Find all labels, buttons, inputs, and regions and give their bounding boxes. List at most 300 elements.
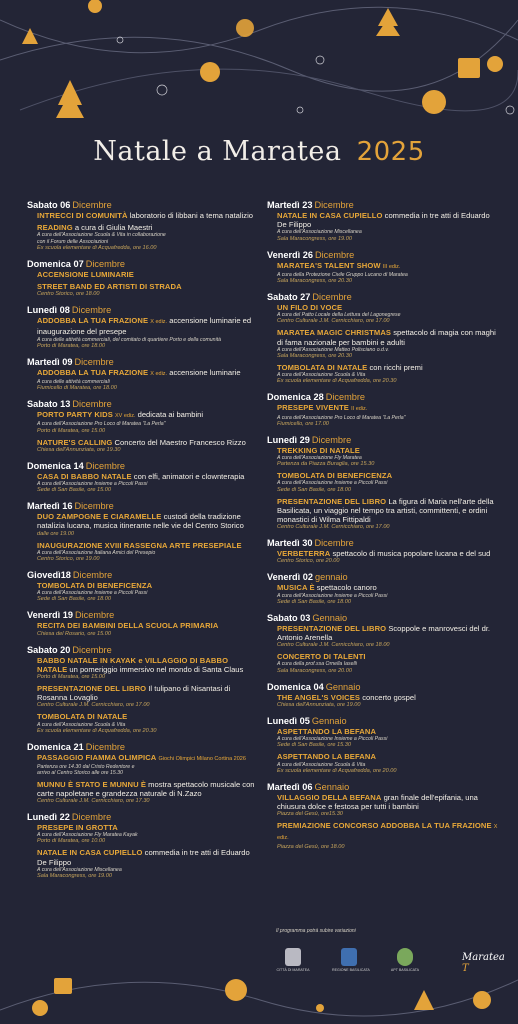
day-heading <box>27 259 259 270</box>
event-description: con ricchi premi <box>369 363 423 373</box>
event-edition: X ediz. <box>150 319 168 326</box>
event-line <box>37 656 259 674</box>
event-item <box>277 652 499 674</box>
program-note: Il programma potrà subire variazioni <box>276 928 356 934</box>
event-title: PASSAGGIO FIAMMA OLIMPICA <box>37 752 157 762</box>
event-line <box>277 403 499 414</box>
day-month: Dicembre <box>312 292 352 303</box>
event-title: INAUGURAZIONE XVIII RASSEGNA ARTE PRESEPIALE <box>37 540 242 550</box>
event-item <box>277 693 499 709</box>
day-heading <box>27 305 259 316</box>
day-weekday: Martedì 23 <box>267 200 313 210</box>
event-place: Sede di San Basile, ore 15.00 <box>37 487 112 494</box>
event-title: DUO ZAMPOGNE E CIARAMELLE <box>37 512 162 522</box>
event-organizer: A cura dell'Associazione Insieme a Piccoli Passi <box>277 480 388 487</box>
day-heading <box>267 435 499 446</box>
day-weekday: Martedì 16 <box>27 501 73 512</box>
event-title: NATURE'S CALLING <box>37 437 113 447</box>
day-block <box>267 250 499 285</box>
event-description: gran finale dell'epifania, una chiusura dolce e festosa per tutti i bambini <box>277 792 478 811</box>
day-month: Dicembre <box>314 249 355 260</box>
event-line <box>277 652 499 661</box>
event-line <box>37 621 259 630</box>
event-place: Porto di Maratea, ore 15.00 <box>37 674 106 681</box>
event-organizer: A cura dell'Associazione Scuola & Vita <box>37 721 126 728</box>
event-line <box>37 211 259 220</box>
day-block <box>27 570 259 603</box>
event-line <box>37 512 259 530</box>
day-block <box>267 392 499 427</box>
day-heading <box>27 812 259 823</box>
day-heading <box>267 250 499 261</box>
event-line <box>37 438 259 447</box>
event-organizer: A cura dell'Associazione Fly Maratea Kayak <box>37 832 138 839</box>
event-organizer: A cura dell'Associazione Miscellanea <box>37 866 122 873</box>
event-item <box>37 823 259 845</box>
event-organizer: A cura dell'Associazione Scuola & Vita <box>277 761 366 768</box>
day-month: Gennaio <box>325 681 361 692</box>
event-line <box>37 581 259 590</box>
day-month: Dicembre <box>72 399 112 410</box>
event-line <box>277 583 499 592</box>
city-logo-label: CITTÀ DI MARATEA <box>276 968 310 972</box>
brand-main: Maratea <box>462 952 505 963</box>
event-line <box>37 848 259 866</box>
day-weekday: Martedì 09 <box>27 356 73 367</box>
event-item <box>277 549 499 565</box>
event-line <box>277 793 499 811</box>
left-schedule-column <box>27 200 259 887</box>
event-edition: X ediz. <box>150 370 168 377</box>
page-title <box>0 136 518 167</box>
day-month: Dicembre <box>74 501 114 512</box>
event-description: spettacolo di musica popolare lucana e del sud <box>332 549 491 559</box>
day-heading <box>267 292 499 303</box>
region-logo-label: REGIONE BASILICATA <box>332 968 370 972</box>
event-item <box>277 624 499 649</box>
event-place: Sede di San Basile, ore 15.30 <box>277 742 352 749</box>
event-line <box>37 753 259 764</box>
day-heading <box>27 357 259 368</box>
event-organizer: A cura dell'Associazione Fly Maratea <box>277 455 362 462</box>
day-block <box>267 435 499 531</box>
event-item <box>37 223 259 252</box>
event-title: READING <box>37 223 73 233</box>
event-item <box>277 793 499 818</box>
event-title: BABBO NATALE IN KAYAK e VILLAGGIO DI BABBO NATALE <box>37 655 229 674</box>
event-place: Centro Storico, ore 19.00 <box>37 556 100 563</box>
event-place: dalle ore 19.00 <box>37 530 75 537</box>
event-title: PRESENTAZIONE DEL LIBRO <box>37 684 147 694</box>
city-crest-icon <box>285 948 301 966</box>
day-heading <box>27 399 259 410</box>
event-place: Partenza da Piazza Buraglia, ore 15.30 <box>277 461 375 468</box>
day-month: Dicembre <box>85 460 125 471</box>
day-block <box>27 357 259 392</box>
day-month: Dicembre <box>72 200 112 210</box>
day-month: Gennaio <box>314 781 350 792</box>
event-line <box>277 497 499 525</box>
apt-logo-label: APT BASILICATA <box>390 968 420 972</box>
day-month: Dicembre <box>71 811 112 822</box>
event-line <box>277 211 499 229</box>
event-title: MUNNU È STATO E MUNNU È <box>37 779 147 789</box>
day-block <box>267 538 499 565</box>
event-title: MARATEA MAGIC CHRISTMAS <box>277 328 392 338</box>
event-place: Centro Culturale J.M. Cernicchiaro, ore 17.00 <box>277 524 390 531</box>
event-place: Ex scuola elementare di Acquafredda, ore 20.00 <box>277 767 397 774</box>
event-title: TOMBOLATA DI BENEFICENZA <box>277 471 393 481</box>
day-heading <box>267 613 499 624</box>
day-heading <box>27 610 259 621</box>
event-line <box>37 823 259 832</box>
day-block <box>267 200 499 243</box>
day-weekday: Domenica 07 <box>27 258 84 269</box>
event-title: MUSICA È <box>277 583 315 593</box>
day-weekday: Lunedì 22 <box>27 811 70 822</box>
event-title: CONCERTO DI TALENTI <box>277 652 366 662</box>
event-title: THE ANGEL'S VOICES <box>277 692 361 702</box>
apt-mark-icon <box>397 948 413 966</box>
day-heading <box>27 461 259 472</box>
day-block <box>27 259 259 298</box>
day-block <box>267 782 499 851</box>
event-title: PREMIAZIONE CONCORSO ADDOBBA LA TUA FRAZIONE <box>277 821 492 831</box>
event-place: Sede di San Basile, ore 18.00 <box>277 486 352 493</box>
event-line <box>277 363 499 372</box>
day-block <box>27 501 259 563</box>
day-heading <box>27 742 259 753</box>
event-organizer: A cura dell'Associazione Scuola & Vita <box>277 372 366 379</box>
event-organizer: A cura del Patto Locale della Lettura del Lagonegrese <box>277 312 401 319</box>
event-title: PRESEPE IN GROTTA <box>37 822 118 832</box>
event-item <box>37 712 259 734</box>
day-weekday: Domenica 28 <box>267 392 324 403</box>
event-title: INTRECCI DI COMUNITÀ <box>37 211 128 220</box>
event-place: Sede di San Basile, ore 18.00 <box>277 598 352 605</box>
event-title: PORTO PARTY KIDS <box>37 410 113 420</box>
day-block <box>27 305 259 350</box>
event-title: PRESEPE VIVENTE <box>277 403 349 413</box>
event-title: PRESENTAZIONE DEL LIBRO <box>277 496 387 506</box>
event-line <box>277 752 499 761</box>
event-line <box>37 282 259 291</box>
event-place: Centro Culturale J.M. Cernicchiaro, ore 17.00 <box>37 702 150 709</box>
event-organizer: con il Forum delle Associazioni <box>37 238 109 245</box>
day-month: Gennaio <box>311 715 347 726</box>
event-title: ADDOBBA LA TUA FRAZIONE <box>37 316 149 326</box>
event-title: MARATEA'S TALENT SHOW <box>277 260 381 270</box>
event-item <box>277 471 499 493</box>
event-description: accensione luminarie ed inaugurazione del presepe <box>37 316 252 337</box>
event-line <box>37 780 259 798</box>
event-line <box>277 549 499 558</box>
event-place: Centro Storico, ore 18.00 <box>37 291 100 298</box>
event-edition: III ediz. <box>382 263 401 270</box>
day-block <box>267 613 499 675</box>
event-title: VERBETERRA <box>277 549 331 559</box>
day-heading <box>267 200 499 211</box>
event-line <box>37 223 259 232</box>
event-place: Sala Maracongress, ore 20.30 <box>277 353 352 360</box>
day-heading <box>27 200 259 211</box>
day-weekday: Domenica 14 <box>27 460 84 471</box>
event-place: Centro Culturale J.M. Cernicchiaro, ore 17.00 <box>277 318 390 325</box>
event-item <box>37 621 259 637</box>
day-month: Dicembre <box>74 356 114 367</box>
day-weekday: Sabato 06 <box>27 200 71 210</box>
event-organizer: Partenza ore 14.30 dal Cristo Redentore e <box>37 764 135 771</box>
day-heading <box>267 572 499 583</box>
event-title: ASPETTANDO LA BEFANA <box>277 752 377 762</box>
day-weekday: Giovedì18 <box>27 570 71 581</box>
event-item <box>277 328 499 360</box>
event-organizer: A cura delle attività commerciali <box>37 379 110 386</box>
event-title: TOMBOLATA DI NATALE <box>37 712 128 722</box>
event-item <box>277 497 499 532</box>
day-month: Dicembre <box>74 610 115 621</box>
day-block <box>27 645 259 735</box>
day-weekday: Sabato 13 <box>27 399 71 410</box>
event-title: CASA DI BABBO NATALE <box>37 471 132 481</box>
day-block <box>267 572 499 605</box>
event-place: Piazza del Gesù, ore 18.00 <box>277 843 345 850</box>
day-weekday: Sabato 03 <box>267 612 311 623</box>
event-title: RECITA DEI BAMBINI DELLA SCUOLA PRIMARIA <box>37 621 219 631</box>
event-title: NATALE IN CASA CUPIELLO <box>37 848 143 858</box>
day-month: Dicembre <box>314 200 354 210</box>
event-place: Chiesa del Rosario, ore 15.00 <box>37 630 112 637</box>
day-month: Dicembre <box>325 392 365 403</box>
event-item <box>37 472 259 494</box>
event-line <box>277 303 499 312</box>
event-place: Centro Storico, ore 20.00 <box>277 558 340 565</box>
event-description: La figura di Maria nell'arte della Basilicata, un viaggio nel tempo tra artisti, committenti, e ordini monastici di Wilma Fittipaldi <box>277 496 494 525</box>
event-organizer: A cura dell'Associazione Italiana Amici del Presepio <box>37 549 156 556</box>
day-month: Dicembre <box>72 570 113 581</box>
day-block <box>267 682 499 709</box>
day-block <box>27 200 259 252</box>
day-weekday: Sabato 27 <box>267 292 311 303</box>
event-description: con elfi, animatori e clownterapia <box>133 471 245 481</box>
event-description: Scoppole e manrovesci del dr. Antonio Arenella <box>277 623 491 643</box>
event-title: TOMBOLATA DI NATALE <box>277 363 368 373</box>
event-place: Piazza del Gesù, ore15.30 <box>277 811 343 818</box>
event-organizer: A cura della prof.ssa Ornella Iaselli <box>277 661 357 668</box>
day-block <box>27 610 259 637</box>
day-month: Dicembre <box>314 538 354 549</box>
day-heading <box>267 538 499 549</box>
event-line <box>37 316 259 336</box>
event-item <box>37 753 259 777</box>
event-line <box>277 446 499 455</box>
event-line <box>37 472 259 481</box>
day-weekday: Martedì 06 <box>267 781 313 792</box>
event-description: concerto gospel <box>362 692 416 702</box>
event-line <box>277 261 499 272</box>
event-line <box>37 270 259 279</box>
day-weekday: Lunedì 05 <box>267 715 310 726</box>
day-weekday: Sabato 20 <box>27 644 71 655</box>
title-year: 2025 <box>356 137 425 167</box>
day-heading <box>267 392 499 403</box>
day-heading <box>27 645 259 656</box>
maratea-brand-logo <box>462 952 505 974</box>
day-weekday: Venerdì 02 <box>267 572 313 583</box>
event-title: PRESENTAZIONE DEL LIBRO <box>277 623 387 633</box>
event-place: Sala Maracongress, ore 20.30 <box>277 278 352 285</box>
event-item <box>277 303 499 325</box>
event-item <box>277 583 499 605</box>
event-edition: Giochi Olimpici Milano Cortina 2026 <box>158 755 246 762</box>
city-logo <box>276 948 310 972</box>
event-place: Sala Maracongress, ore 20.00 <box>277 667 352 674</box>
event-organizer: A cura della Protezione Civile Gruppo Lucano di Maratea <box>277 271 408 278</box>
event-line <box>277 821 499 843</box>
day-block <box>27 399 259 454</box>
event-place: Sala Maracongress, ore 19.00 <box>37 872 112 879</box>
event-place: Ex scuola elementare di Acquafredda, ore 20.30 <box>277 378 397 385</box>
day-month: Dicembre <box>311 434 352 445</box>
event-description: Il tulipano di Nisantasi di Rosanna Lovaglio <box>37 684 231 703</box>
event-place: Fiumicello, ore 17.00 <box>277 420 329 427</box>
event-item <box>37 780 259 805</box>
apt-logo <box>388 948 422 972</box>
event-item <box>277 446 499 468</box>
day-block <box>27 742 259 805</box>
event-title: TREKKING DI NATALE <box>277 445 360 455</box>
event-description: un pomeriggio immersivo nel mondo di Santa Claus <box>69 664 244 674</box>
event-item <box>277 752 499 774</box>
event-title: ACCENSIONE LUMINARIE <box>37 269 134 279</box>
event-line <box>37 410 259 421</box>
event-description: spettacolo di magia con maghi di fama nazionale per bambini e adulti <box>277 328 496 347</box>
event-line <box>277 624 499 642</box>
event-place: Ex scuola elementare di Acquafredda, ore 20.30 <box>37 727 157 734</box>
event-line <box>277 727 499 736</box>
event-item <box>277 211 499 243</box>
event-title: UN FILO DI VOCE <box>277 303 343 313</box>
right-schedule-column <box>267 200 499 858</box>
event-title: NATALE IN CASA CUPIELLO <box>277 211 383 220</box>
event-item <box>37 368 259 392</box>
day-month: Dicembre <box>85 258 125 269</box>
sponsor-logos <box>276 948 505 982</box>
event-item <box>37 211 259 220</box>
title-main: Natale a Maratea <box>93 136 342 167</box>
day-month: Dicembre <box>85 741 125 752</box>
event-place: Porto di Maratea, ore 18.00 <box>37 342 106 349</box>
event-item <box>37 316 259 350</box>
event-organizer: A cura dell'Associazione Pro Loco di Maratea "La Perla" <box>37 421 166 428</box>
event-line <box>37 712 259 721</box>
event-item <box>37 512 259 537</box>
event-item <box>37 581 259 603</box>
day-month: Dicembre <box>71 305 112 316</box>
region-crest-icon <box>341 948 357 966</box>
event-title: STREET BAND ED ARTISTI DI STRADA <box>37 282 182 292</box>
day-heading <box>267 682 499 693</box>
event-edition: II ediz. <box>351 406 368 413</box>
day-block <box>27 461 259 494</box>
event-description: Concerto del Maestro Francesco Rizzo <box>114 437 246 447</box>
event-line <box>277 328 499 346</box>
event-place: Centro Culturale J.M. Cernicchiaro, ore 17.30 <box>37 797 150 804</box>
event-title: VILLAGGIO DELLA BEFANA <box>277 792 382 802</box>
day-weekday: Lunedì 29 <box>267 434 310 445</box>
event-item <box>277 403 499 427</box>
event-place: Fiumicello di Maratea, ore 18.00 <box>37 385 117 392</box>
event-organizer: A cura dell'Associazione Pro Loco di Maratea "La Perla" <box>277 414 406 421</box>
event-organizer: A cura dell'Associazione Matteo Polisciano o.d.v. <box>277 346 390 353</box>
event-organizer: A cura dell'Associazione Insieme a Piccoli Passi <box>37 590 148 597</box>
event-item <box>37 410 259 434</box>
event-item <box>37 282 259 298</box>
event-place: Sede di San Basile, ore 18.00 <box>37 596 112 603</box>
event-place: Ex scuola elementare di Acquafredda, ore 16.00 <box>37 244 157 251</box>
event-edition: XV ediz. <box>115 413 136 420</box>
day-weekday: Domenica 04 <box>267 681 324 692</box>
event-line <box>277 693 499 702</box>
day-heading <box>267 782 499 793</box>
event-description: mostra spettacolo musicale con carte napoletane e grandezza naturale di N.Zazo <box>37 779 255 798</box>
event-description: accensione luminarie <box>169 367 241 377</box>
event-title: ADDOBBA LA TUA FRAZIONE <box>37 367 149 377</box>
event-title: TOMBOLATA DI BENEFICENZA <box>37 581 153 591</box>
event-item <box>37 848 259 880</box>
event-description: commedia in tre atti di Eduardo De Filippo <box>277 211 490 230</box>
day-weekday: Venerdì 26 <box>267 249 313 260</box>
event-line <box>37 684 259 702</box>
event-place: Sala Maracongress, ore 19.00 <box>277 235 352 242</box>
day-weekday: Venerdì 19 <box>27 610 73 621</box>
day-block <box>267 716 499 775</box>
event-organizer: A cura delle attività commerciali, del comitato di quartiere Porto e della comunità <box>37 336 222 343</box>
day-month: Dicembre <box>72 644 112 655</box>
event-title: ASPETTANDO LA BEFANA <box>277 726 377 736</box>
event-edition: X ediz. <box>277 824 498 842</box>
brand-accent: T <box>462 963 469 974</box>
event-item <box>37 541 259 563</box>
event-description: laboratorio di libbani a tema natalizio <box>129 211 253 220</box>
event-organizer: A cura dell'Associazione Insieme a Piccoli Passi <box>277 592 388 599</box>
event-item <box>277 363 499 385</box>
event-organizer: arrivo al Centro Storico alle ore 15.30 <box>37 770 123 777</box>
day-month: gennaio <box>314 572 348 583</box>
event-description: a cura di Giulia Maestri <box>74 223 153 233</box>
day-weekday: Domenica 21 <box>27 741 84 752</box>
event-item <box>37 270 259 279</box>
event-item <box>277 821 499 850</box>
event-item <box>37 656 259 681</box>
day-month: Gennaio <box>312 612 348 623</box>
day-heading <box>27 570 259 581</box>
event-line <box>37 368 259 379</box>
day-block <box>267 292 499 385</box>
event-place: Porto di Maratea, ore 10.00 <box>37 838 106 845</box>
day-heading <box>27 501 259 512</box>
day-weekday: Martedì 30 <box>267 538 313 549</box>
event-description: custodi della tradizione natalizia lucana, musica itinerante nelle vie del Centro Storico <box>37 512 244 531</box>
event-item <box>37 684 259 709</box>
event-description: commedia in tre atti di Eduardo De Filippo <box>37 848 250 867</box>
event-line <box>277 471 499 480</box>
event-organizer: A cura dell'Associazione Scuola & Vita in collaborazione <box>37 232 166 239</box>
event-place: Chiesa dell'Annunziata, ore 19.30 <box>37 446 121 453</box>
event-organizer: A cura dell'Associazione Miscellanea <box>277 229 362 236</box>
event-place: Porto di Maratea, ore 15.00 <box>37 427 106 434</box>
event-place: Chiesa dell'Annunziata, ore 19.00 <box>277 701 361 708</box>
